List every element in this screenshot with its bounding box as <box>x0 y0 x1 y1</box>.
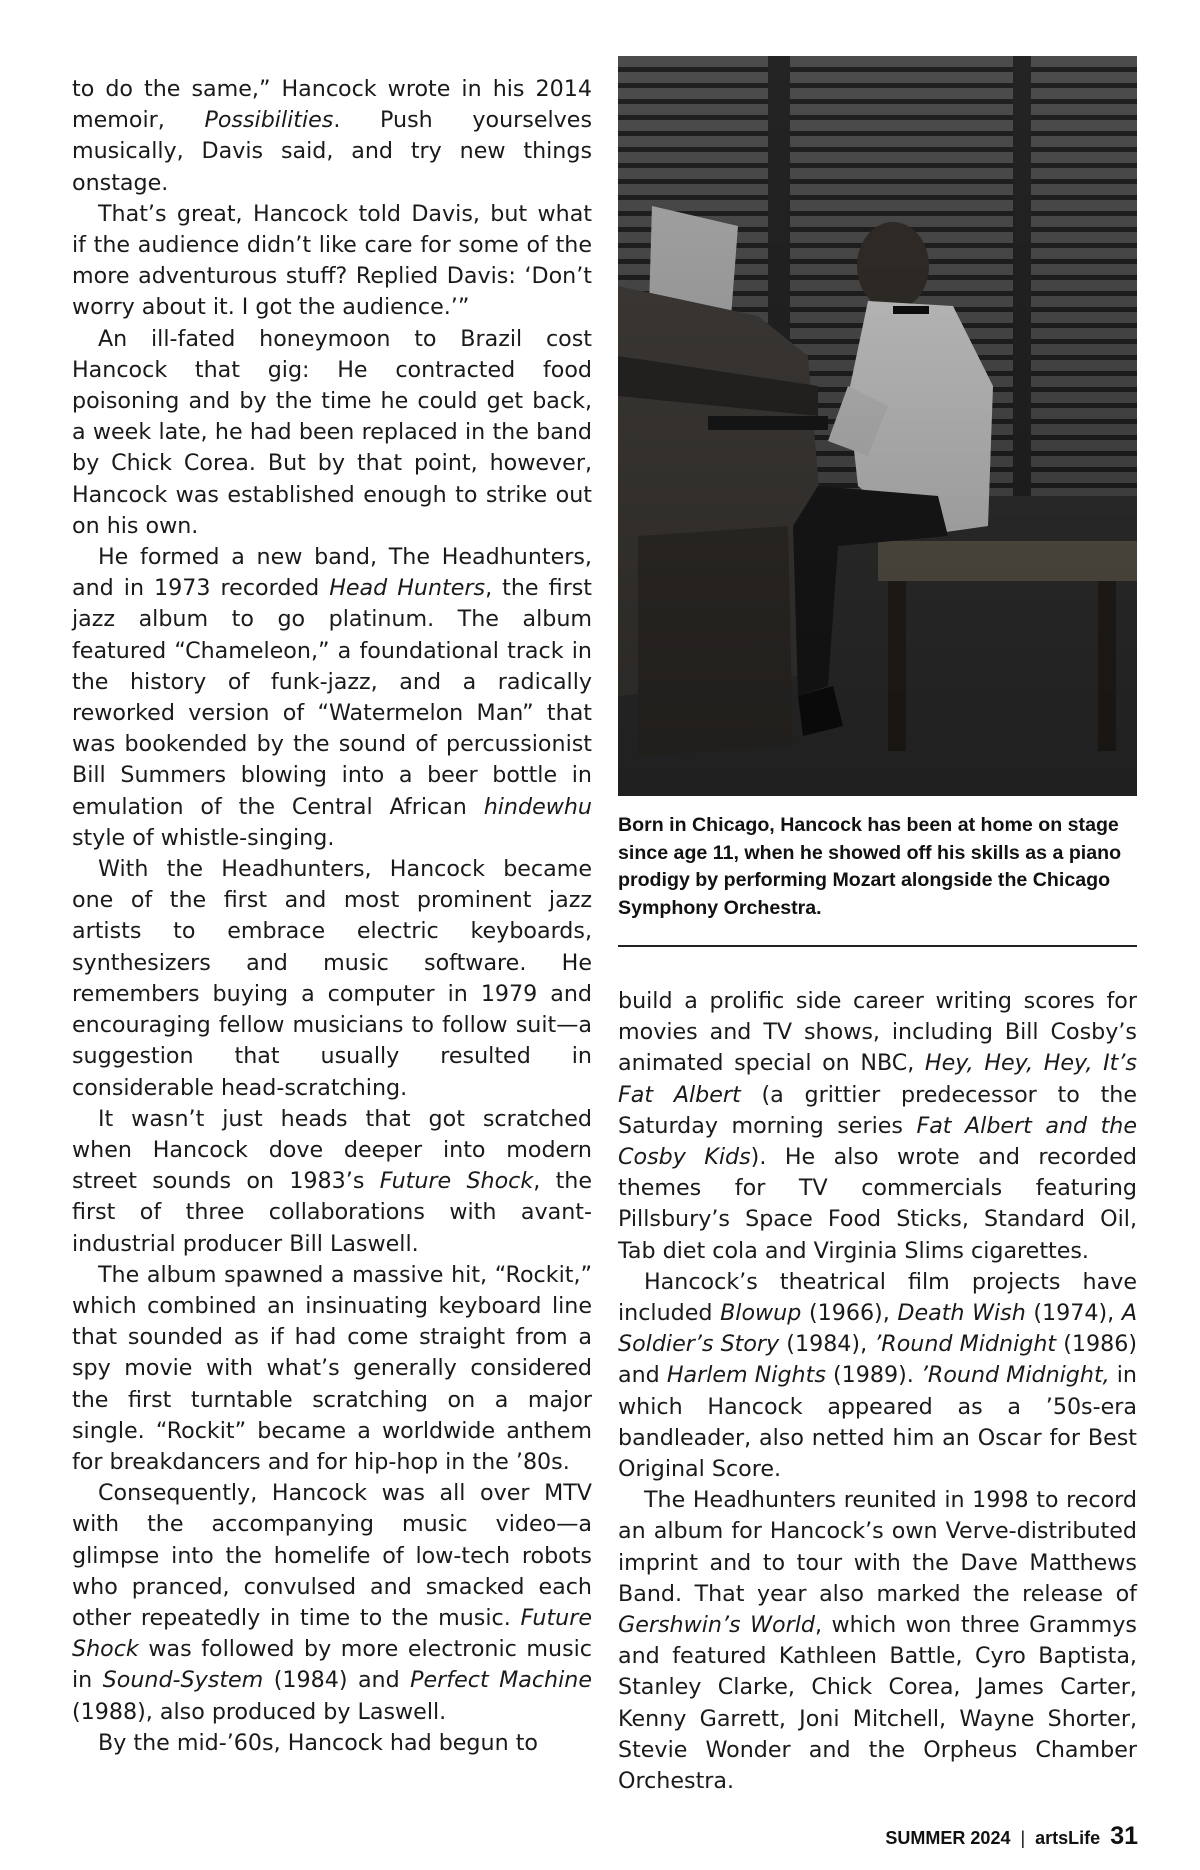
paragraph: It wasn’t just heads that got scratched when Hancock dove deeper into modern street sounds on 1983’s Future Shock, the first of three collaborations with avant-industrial producer Bill Laswell. <box>72 1105 592 1257</box>
paragraph: That’s great, Hancock told Davis, but what if the audience didn’t like care for some of the more adventurous stuff? Replied Davis: ‘Don’t worry about it. I got the audience.’” <box>72 200 592 321</box>
right-text-column <box>618 986 1137 1797</box>
paragraph: build a prolific side career writing scores for movies and TV shows, including Bill Cosby’s animated special on NBC, Hey, Hey, Hey, It’s Fat Albert (a grittier predecessor to the Saturday morning series Fat Albert and the Cosby Kids). He also wrote and recorded themes for TV commercials featuring Pillsbury’s Space Food Sticks, Standard Oil, Tab diet cola and Virginia Slims cigarettes. <box>618 988 1137 1264</box>
issue-label: SUMMER 2024 <box>885 1828 1011 1848</box>
paragraph: With the Headhunters, Hancock became one of the first and most prominent jazz artists to embrace electric keyboards, synthesizers and music software. He remembers buying a computer in 1979 and encouraging fellow musicians to follow suit—a suggestion that usually resulted in considerable head-scratching. <box>72 856 592 1101</box>
paragraph: Hancock’s theatrical film projects have included Blowup (1966), Death Wish (1974), A Soldier’s Story (1984), ’Round Midnight (1986) and Harlem Nights (1989). ’Round Midnight, in which Hancock appeared as a ’50s-era bandleader, also netted him an Oscar for Best Original Score. <box>618 1268 1138 1483</box>
left-text-column <box>72 74 592 1759</box>
paragraph: By the mid-’60s, Hancock had begun to <box>98 1729 538 1756</box>
magazine-name: artsLife <box>1035 1828 1101 1848</box>
page-footer <box>885 1822 1138 1851</box>
paragraph: The album spawned a massive hit, “Rockit,” which combined an insinuating keyboard line that sounded as if had come straight from a spy movie with what’s generally considered the first turntable scratching on a major single. “Rockit” became a worldwide anthem for breakdancers and for hip-hop in the ’80s. <box>72 1261 592 1475</box>
paragraph: The Headhunters reunited in 1998 to record an album for Hancock’s own Verve-distributed imprint and to tour with the Dave Matthews Band. That year also marked the release of Gershwin’s World, which won three Grammys and featured Kathleen Battle, Cyro Baptista, Stanley Clarke, Chick Corea, James Carter, Kenny Garrett, Joni Mitchell, Wayne Shorter, Stevie Wonder and the Orpheus Chamber Orchestra. <box>618 1487 1137 1795</box>
paragraph: Consequently, Hancock was all over MTV with the accompanying music video—a glimpse into the homelife of low-tech robots who pranced, convulsed and smacked each other repeatedly in time to the music. Future Shock was followed by more electronic music in Sound-System (1984) and Perfect Machine (1988), also produced by Laswell. <box>72 1480 592 1725</box>
caption-divider <box>618 945 1137 947</box>
photo-hancock-at-piano <box>618 56 1137 796</box>
photo-illustration <box>618 56 1137 796</box>
footer-separator: | <box>1020 1828 1026 1848</box>
paragraph: He formed a new band, The Headhunters, and in 1973 recorded Head Hunters, the first jazz album to go platinum. The album featured “Chameleon,” a foundational track in the history of funk-jazz, and a radically reworked version of “Watermelon Man” that was bookended by the sound of percussionist Bill Summers blowing into a beer bottle in emulation of the Central African hindewhu style of whistle-singing. <box>72 544 592 851</box>
photo-caption: Born in Chicago, Hancock has been at home on stage since age 11, when he showed off his skills as a piano prodigy by performing Mozart alongside the Chicago Symphony Orchestra. <box>618 814 1122 919</box>
page-number: 31 <box>1110 1822 1138 1850</box>
paragraph: to do the same,” Hancock wrote in his 2014 memoir, Possibilities. Push yourselves musically, Davis said, and try new things onstage. <box>72 76 592 196</box>
paragraph: An ill-fated honeymoon to Brazil cost Hancock that gig: He contracted food poisoning and by the time he could get back, a week late, he had been replaced in the band by Chick Corea. But by that point, however, Hancock was established enough to strike out on his own. <box>72 325 592 539</box>
